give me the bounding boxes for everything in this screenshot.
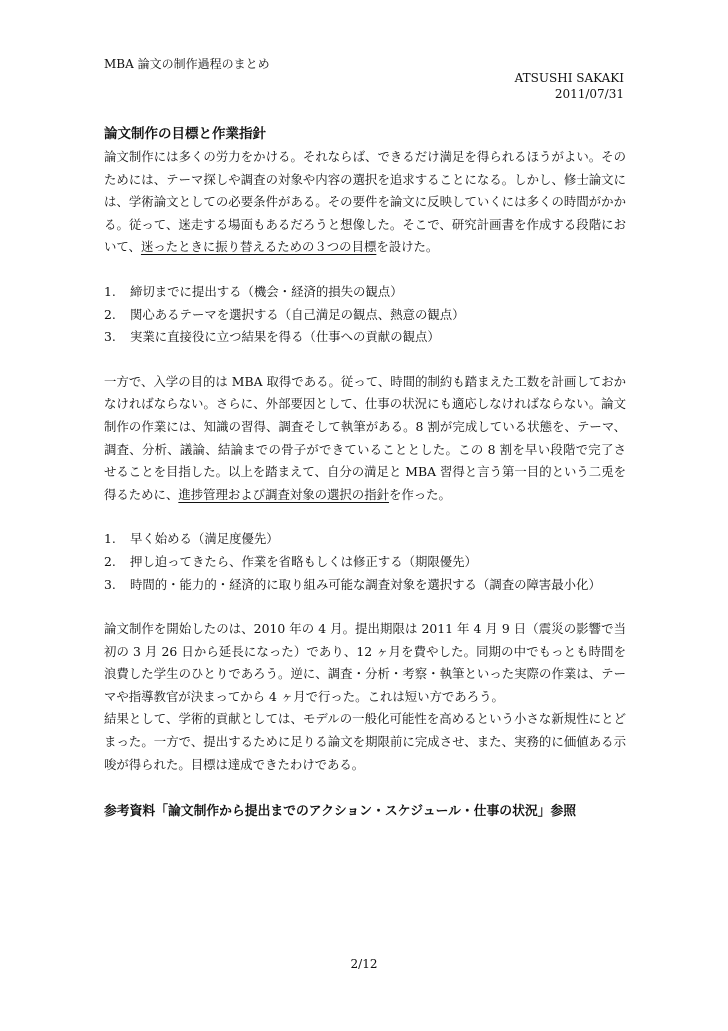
purpose-paragraph-text: 一方で、入学の目的は MBA 取得である。従って、時間的制約も踏まえた工数を計画しておかなければならない。さらに、外部要因として、仕事の状況にも適応しなければならない。論文制作の作業には、知識の習得、調査そして執筆がある。8 割が完成している状態を、テーマ、調査、分析、議論、結論までの骨子ができていることとした。この 8 割を早い段階で完了させることを目指した。以上を踏まえて、自分の満足と MBA 習得と言う第一目的という二兎を得るために、 — [104, 373, 626, 502]
list-item — [104, 304, 626, 327]
list-number: 2. — [104, 306, 116, 322]
list-text: 実業に直接役に立つ結果を得る（仕事への貢献の観点） — [130, 329, 440, 345]
purpose-underlined-phrase: 進捗管理および調査対象の選択の指針 — [178, 486, 389, 502]
intro-underlined-phrase: 迷ったときに振り替えるための３つの目標 — [140, 239, 377, 255]
list-number: 1. — [104, 283, 116, 299]
result-paragraph: 結果として、学術的貢献としては、モデルの一般化可能性を高めるという小さな新規性にとどまった。一方で、提出するために足りる論文を期限前に完成させ、また、実務的に価値ある示唆が得られた。目標は達成できたわけである。 — [104, 711, 626, 772]
list-number: 1. — [104, 531, 116, 547]
page-number: 2/12 — [350, 957, 378, 971]
spacer — [104, 349, 626, 371]
author-name: ATSUSHI SAKAKI — [514, 71, 624, 85]
spacer — [104, 596, 626, 618]
list-number: 3. — [104, 329, 116, 345]
list-item — [104, 574, 626, 597]
spacer — [104, 506, 626, 528]
goals-list — [104, 281, 626, 349]
list-item — [104, 551, 626, 574]
section-title: 論文制作の目標と作業指針 — [104, 126, 266, 142]
list-item — [104, 281, 626, 304]
list-text: 関心あるテーマを選択する（自己満足の観点、熱意の観点） — [130, 306, 465, 322]
purpose-paragraph-end: を作った。 — [388, 486, 451, 502]
spacer — [104, 776, 626, 798]
document-date: 2011/07/31 — [554, 87, 624, 101]
list-text: 押し迫ってきたら、作業を省略もしくは修正する（期限優先） — [130, 553, 477, 569]
list-text: 時間的・能力的・経済的に取り組み可能な調査対象を選択する（調査の障害最小化） — [130, 576, 601, 592]
list-text: 早く始める（満足度優先） — [130, 531, 279, 547]
guidelines-list — [104, 528, 626, 596]
document-header-title: MBA 論文の制作過程のまとめ — [104, 57, 270, 71]
list-number: 2. — [104, 553, 116, 569]
purpose-paragraph — [104, 371, 626, 507]
list-number: 3. — [104, 576, 116, 592]
timeline-paragraph: 論文制作を開始したのは、2010 年の 4 月。提出期限は 2011 年 4 月 9 日（震災の影響で当初の 3 月 26 日から延長になった）であり、12 ヶ月を費やした。同期の中でもっとも時間を浪費した学生のひとりであろう。逆に、調査・分析・考察・執筆といった実際の作業は、テーマや指導教官が決まってから 4 ヶ月で行った。これは短い方であろう。 — [104, 621, 626, 704]
list-item — [104, 326, 626, 349]
main-content — [104, 124, 626, 822]
reference-note: 参考資料「論文制作から提出までのアクション・スケジュール・仕事の状況」参照 — [104, 804, 577, 820]
spacer — [104, 259, 626, 281]
intro-paragraph-text: 論文制作には多くの労力をかける。それならば、できるだけ満足を得られるほうがよい。そのためには、テーマ探しや調査の対象や内容の選択を追求することになる。しかし、修士論文には、学術論文としての必要条件がある。その要件を論文に反映していくには多くの時間がかかる。従って、迷走する場面もあるだろうと想像した。そこで、研究計画書を作成する段階において、 — [104, 149, 626, 255]
list-item — [104, 528, 626, 551]
intro-paragraph — [104, 146, 626, 259]
intro-paragraph-end: を設けた。 — [376, 239, 439, 255]
list-text: 締切までに提出する（機会・経済的損失の観点） — [130, 283, 403, 299]
